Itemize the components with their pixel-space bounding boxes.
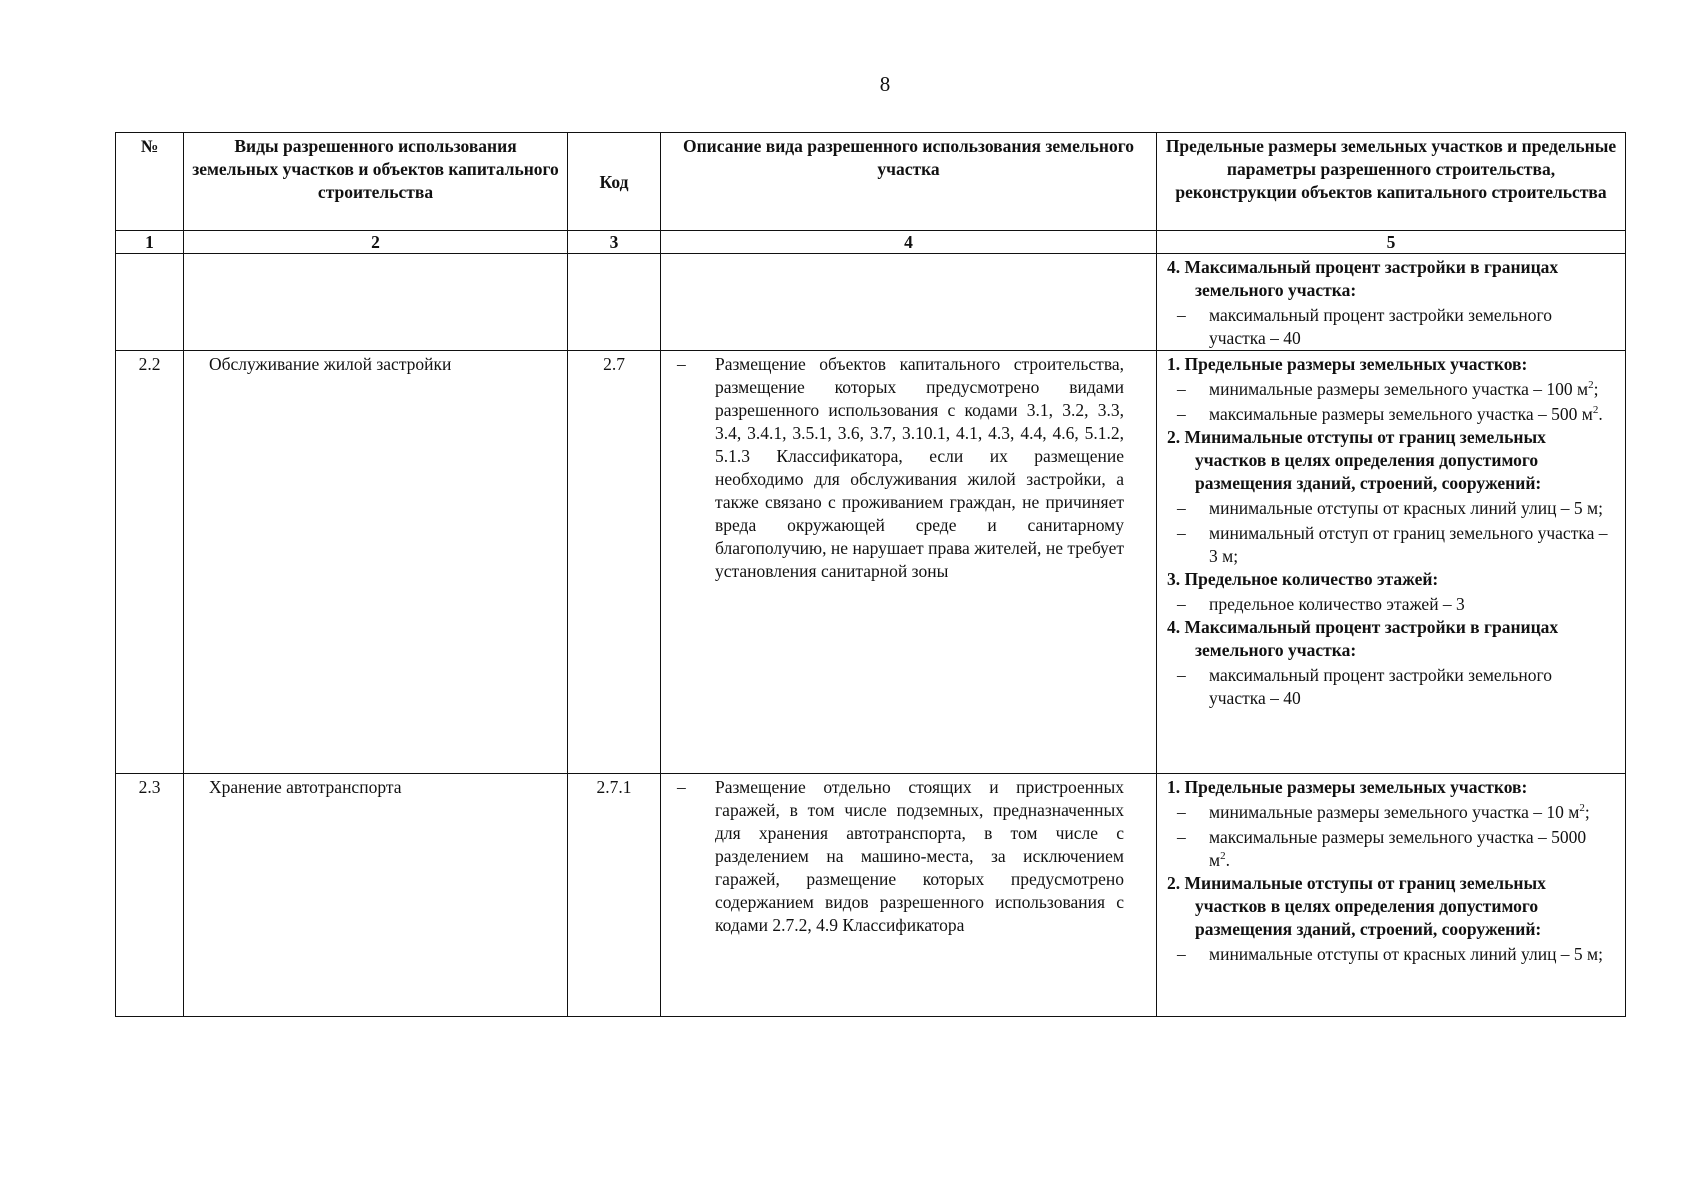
dash-marker: – bbox=[1177, 827, 1186, 847]
description-item bbox=[677, 776, 1124, 937]
table-row bbox=[116, 774, 1626, 1017]
description-text: Размещение отдельно стоящих и пристроенных гаражей, в том числе подземных, предназначенных для хранения автотранспорта, в том числе с разделением на машино-места, за исключением гаражей, размещение которых предусмотрено содержанием видов разрешенного использования с кодами 2.7.2, 4.9 Классификатора bbox=[715, 777, 1124, 935]
header-description: Описание вида разрешенного использования земельного участка bbox=[661, 133, 1157, 231]
row-description bbox=[661, 254, 1157, 351]
dash-marker: – bbox=[1177, 594, 1186, 614]
row-code bbox=[568, 254, 661, 351]
param-text: максимальный процент застройки земельного участка – 40 bbox=[1209, 305, 1553, 348]
param-heading: 4. Максимальный процент застройки в границах земельного участка: bbox=[1167, 617, 1559, 660]
dash-marker: – bbox=[1177, 665, 1186, 685]
param-text: минимальные отступы от красных линий улиц – 5 м; bbox=[1209, 498, 1603, 518]
param-item bbox=[1167, 943, 1611, 966]
param-heading: 2. Минимальные отступы от границ земельных участков в целях определения допустимого размещения зданий, строений, сооружений: bbox=[1167, 427, 1546, 493]
param-text: минимальные размеры земельного участка – 100 $м^2$; bbox=[1209, 379, 1599, 399]
superscript: 2 bbox=[1588, 379, 1594, 392]
description-text: Размещение объектов капитального строительства, размещение которых предусмотрено видами разрешенного использования с кодами 3.1, 3.2, 3.3, 3.4, 3.4.1, 3.5.1, 3.6, 3.7, 3.10.1, 4.1, 4.3, 4.4, 4.6, 5.1.2, 5.1.3 Классификатора, если их размещение необходимо для обслуживания жилой застройки, а также связано с проживанием граждан, не причиняет вреда окружающей среде и санитарному благополучию, не нарушает права жителей, не требует установления санитарной зоны bbox=[715, 354, 1124, 581]
param-text: максимальные размеры земельного участка – 500 $м^2$. bbox=[1209, 404, 1603, 424]
dash-marker: – bbox=[1177, 404, 1186, 424]
superscript: 2 bbox=[1592, 404, 1599, 417]
row-number: 2.2 bbox=[116, 351, 184, 774]
dash-marker: – bbox=[1177, 305, 1186, 325]
param-text: максимальный процент застройки земельного участка – 40 bbox=[1209, 665, 1553, 708]
dash-marker: – bbox=[677, 777, 686, 797]
param-item bbox=[1167, 826, 1611, 872]
param-item bbox=[1167, 378, 1611, 401]
column-number: 4 bbox=[661, 231, 1157, 254]
table-header-row bbox=[116, 133, 1626, 231]
row-code: 2.7.1 bbox=[568, 774, 661, 1017]
param-text: минимальные размеры земельного участка – 10 $м^2$; bbox=[1209, 802, 1590, 822]
param-heading: 4. Максимальный процент застройки в границах земельного участка: bbox=[1167, 257, 1559, 300]
table-row bbox=[116, 254, 1626, 351]
param-heading: 2. Минимальные отступы от границ земельных участков в целях определения допустимого размещения зданий, строений, сооружений: bbox=[1167, 873, 1546, 939]
dash-marker: – bbox=[1177, 523, 1186, 543]
dash-marker: – bbox=[1177, 498, 1186, 518]
param-text: минимальные отступы от красных линий улиц – 5 м; bbox=[1209, 944, 1603, 964]
column-number: 3 bbox=[568, 231, 661, 254]
param-heading: 1. Предельные размеры земельных участков: bbox=[1167, 354, 1528, 374]
param-heading: 3. Предельное количество этажей: bbox=[1167, 569, 1439, 589]
row-use-type bbox=[184, 254, 568, 351]
row-params bbox=[1157, 351, 1626, 774]
superscript: 2 bbox=[1220, 850, 1226, 863]
dash-marker: – bbox=[1177, 802, 1186, 822]
param-heading: 1. Предельные размеры земельных участков: bbox=[1167, 777, 1528, 797]
header-code: Код bbox=[568, 133, 661, 231]
row-description bbox=[661, 351, 1157, 774]
column-number: 1 bbox=[116, 231, 184, 254]
header-params: Предельные размеры земельных участков и предельные параметры разрешенного строительства, реконструкции объектов капитального строительства bbox=[1157, 133, 1626, 231]
table-row bbox=[116, 351, 1626, 774]
dash-marker: – bbox=[1177, 379, 1186, 399]
param-text: предельное количество этажей – 3 bbox=[1209, 594, 1465, 614]
land-use-table bbox=[115, 132, 1626, 1017]
row-description bbox=[661, 774, 1157, 1017]
column-number: 5 bbox=[1157, 231, 1626, 254]
param-text: минимальный отступ от границ земельного участка – 3 м; bbox=[1209, 523, 1608, 566]
param-item bbox=[1167, 304, 1611, 350]
row-number: 2.3 bbox=[116, 774, 184, 1017]
row-use-type: Хранение автотранспорта bbox=[184, 774, 568, 1017]
dash-marker: – bbox=[1177, 944, 1186, 964]
header-number: № bbox=[116, 133, 184, 231]
param-item bbox=[1167, 593, 1611, 616]
param-item bbox=[1167, 497, 1611, 520]
row-code: 2.7 bbox=[568, 351, 661, 774]
row-params bbox=[1157, 774, 1626, 1017]
table-body bbox=[116, 254, 1626, 1017]
row-params bbox=[1157, 254, 1626, 351]
column-number: 2 bbox=[184, 231, 568, 254]
param-item bbox=[1167, 664, 1611, 710]
description-item bbox=[677, 353, 1124, 583]
param-item bbox=[1167, 403, 1611, 426]
superscript: 2 bbox=[1579, 802, 1585, 815]
param-item bbox=[1167, 801, 1611, 824]
param-item bbox=[1167, 522, 1611, 568]
header-use-type: Виды разрешенного использования земельных участков и объектов капитального строительства bbox=[184, 133, 568, 231]
page-number: 8 bbox=[879, 72, 891, 96]
row-use-type: Обслуживание жилой застройки bbox=[184, 351, 568, 774]
row-number bbox=[116, 254, 184, 351]
param-text: максимальные размеры земельного участка – 5000 $м^2$. bbox=[1209, 827, 1587, 870]
dash-marker: – bbox=[677, 354, 686, 374]
column-number-row bbox=[116, 231, 1626, 254]
